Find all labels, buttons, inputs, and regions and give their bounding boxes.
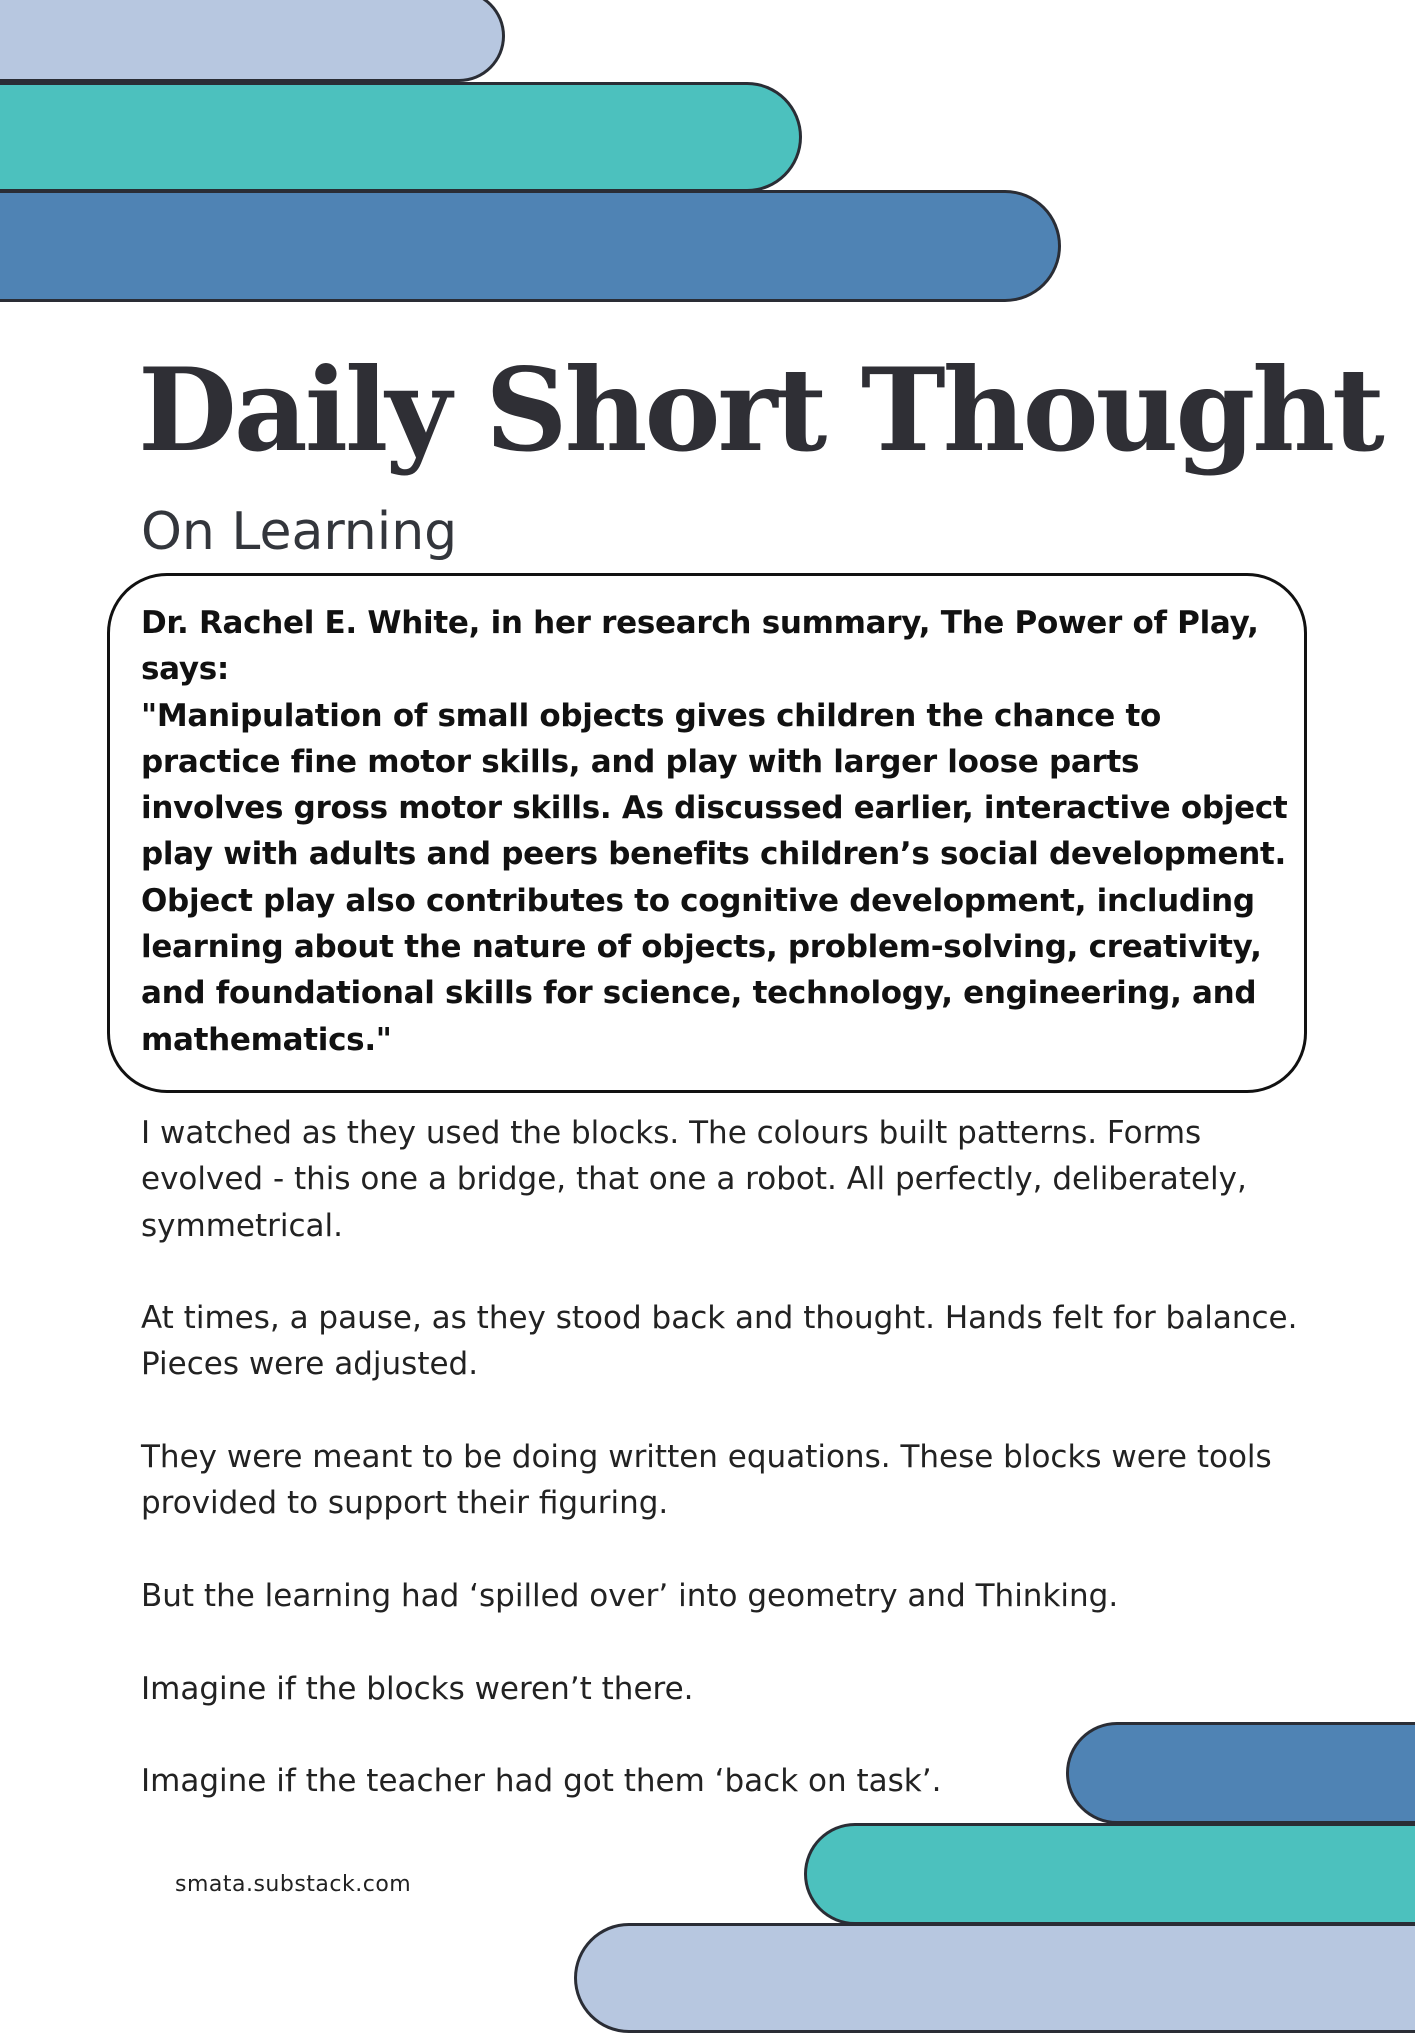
quote-attribution: Dr. Rachel E. White, in her research summary, The Power of Play, says: [141,605,1259,688]
quote-text: "Manipulation of small objects gives children the chance to practice fine motor skills, and play with larger loose parts involves gross motor skills. As discussed earlier, interactive object play with adults and peers benefits children’s social development. Object play also contributes to cognitive development, including learning about the nature of objects, problem-solving, creativity, and foundational skills for science, technology, engineering, and mathematics." [141,697,1288,1058]
decorative-bar-top-teal [0,82,802,192]
footer-url: smata.substack.com [175,1872,412,1897]
body-paragraph: Imagine if the teacher had got them ‘back on task’. [141,1763,942,1800]
decorative-bar-bottom-steel-blue [1066,1722,1415,1824]
body-paragraph: At times, a pause, as they stood back and thought. Hands felt for balance. Pieces were adjusted. [141,1300,1298,1383]
decorative-bar-top-steel-blue [0,190,1061,302]
decorative-bar-bottom-teal [804,1823,1415,1925]
body-paragraph: I watched as they used the blocks. The colours built patterns. Forms evolved - this one a bridge, that one a robot. All perfectly, deliberately, symmetrical. [141,1115,1247,1244]
body-paragraph: But the learning had ‘spilled over’ into geometry and Thinking. [141,1577,1119,1614]
body-paragraph: Imagine if the blocks weren’t there. [141,1670,694,1707]
decorative-bar-top-light-blue [0,0,505,82]
quote-block [141,600,1291,1063]
decorative-bar-bottom-light-blue [574,1923,1415,2033]
body-paragraph: They were meant to be doing written equations. These blocks were tools provided to support their figuring. [141,1439,1272,1522]
page-title: Daily Short Thought [138,343,1382,477]
page-subtitle: On Learning [141,502,458,562]
